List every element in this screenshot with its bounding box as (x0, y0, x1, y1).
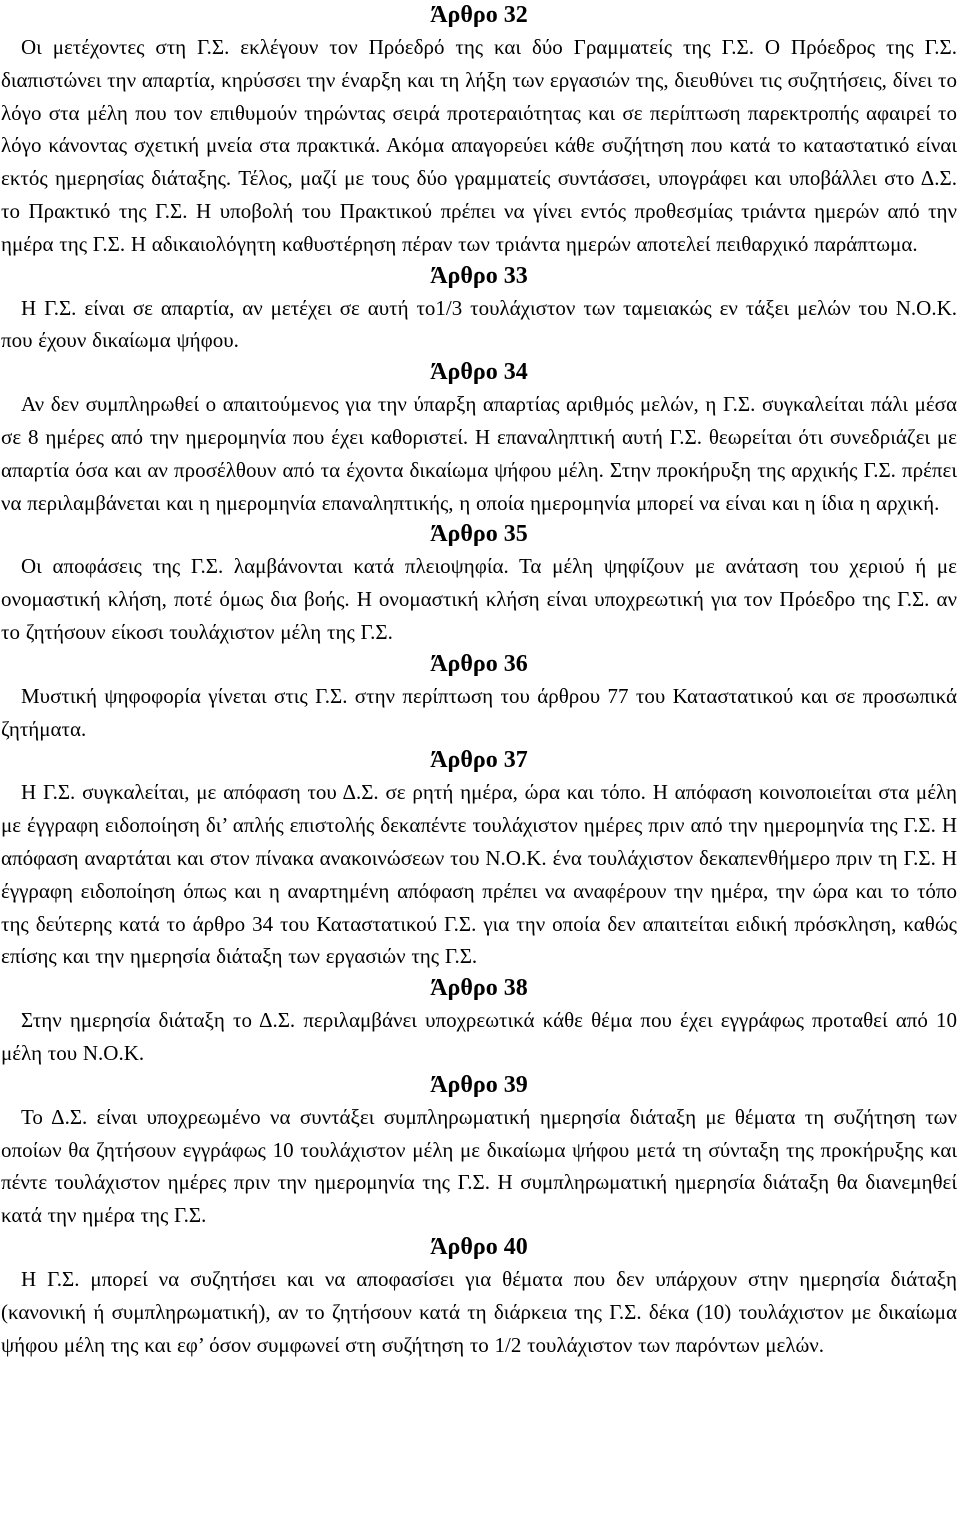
article-heading: Άρθρο 37 (430, 747, 528, 774)
article-paragraph: Η Γ.Σ. συγκαλείται, με απόφαση του Δ.Σ. σε ρητή ημέρα, ώρα και τόπο. Η απόφαση κοινοποιείται στα μέλη με έγγραφη ειδοποίηση δι’ απλής επιστολής δεκαπέντε τουλάχιστον ημέρες πριν από την ημερομηνία της Γ.Σ. Η απόφαση αναρτάται και στον πίνακα ανακοινώσεων του Ν.Ο.Κ. ένα τουλάχιστον δεκαπενθήμερο πριν τη Γ.Σ. Η έγγραφη ειδοποίηση όπως και η αναρτημένη απόφαση πρέπει να αναφέρουν την ημέρα, την ώρα και το τόπο της δεύτερης κατά το άρθρο 34 του Καταστατικού Γ.Σ. για την οποία δεν απαιτείται ειδική πρόσκληση, καθώς επίσης και την ημερησία διάταξη των εργασιών της Γ.Σ. (1, 780, 957, 969)
article-heading: Άρθρο 32 (430, 2, 528, 28)
article-heading: Άρθρο 39 (430, 1071, 528, 1098)
article-paragraph: Αν δεν συμπληρωθεί ο απαιτούμενος για την ύπαρξη απαρτίας αριθμός μελών, η Γ.Σ. συγκαλείται πάλι μέσα σε 8 ημέρες από την ημερομηνία που έχει καθοριστεί. Η επαναληπτική αυτή Γ.Σ. θεωρείται ότι συνεδριάζει με απαρτία όσα και αν προσέλθουν από τα έχοντα δικαίωμα ψήφου μέλη. Στην προκήρυξη της αρχικής Γ.Σ. πρέπει να περιλαμβάνεται και η ημερομηνία επαναληπτικής, η οποία ημερομηνία μπορεί να είναι και η ίδια η αρχική. (1, 392, 957, 515)
article-34 (1, 357, 957, 519)
article-38 (1, 973, 957, 1070)
article-39 (1, 1070, 957, 1232)
article-heading: Άρθρο 38 (430, 975, 528, 1002)
article-paragraph: Μυστική ψηφοφορία γίνεται στις Γ.Σ. στην περίπτωση του άρθρου 77 του Καταστατικού και σε προσωπικά ζητήματα. (1, 683, 957, 741)
article-35 (1, 519, 957, 648)
article-paragraph: Οι αποφάσεις της Γ.Σ. λαμβάνονται κατά πλειοψηφία. Τα μέλη ψηφίζουν με ανάταση του χεριού ή με ονομαστική κλήση, ποτέ όμως δια βοής. Η ονομαστική κλήση είναι υποχρεωτική για τον Πρόεδρο της Γ.Σ. αν το ζητήσουν είκοσι τουλάχιστον μέλη της Γ.Σ. (1, 554, 957, 644)
article-heading: Άρθρο 36 (430, 650, 528, 677)
article-heading: Άρθρο 35 (430, 521, 528, 548)
article-paragraph: Η Γ.Σ. μπορεί να συζητήσει και να αποφασίσει για θέματα που δεν υπάρχουν στην ημερησία διάταξη (κανονική ή συμπληρωματική), αν το ζητήσουν κατά τη διάρκεια της Γ.Σ. δέκα (10) τουλάχιστον με δικαίωμα ψήφου μέλη της και εφ’ όσον συμφωνεί στη συζήτηση το 1/2 τουλάχιστον των παρόντων μελών. (1, 1266, 957, 1357)
article-heading: Άρθρο 33 (430, 262, 528, 289)
article-37 (1, 745, 957, 973)
article-36 (1, 649, 957, 746)
article-paragraph: Στην ημερησία διάταξη το Δ.Σ. περιλαμβάνει υποχρεωτικά κάθε θέμα που έχει εγγράφως προταθεί από 10 μέλη του Ν.Ο.Κ. (1, 1008, 957, 1065)
article-paragraph: Οι μετέχοντες στη Γ.Σ. εκλέγουν τον Πρόεδρό της και δύο Γραμματείς της Γ.Σ. Ο Πρόεδρος της Γ.Σ. διαπιστώνει την απαρτία, κηρύσσει την έναρξη και τη λήξη των εργασιών της, διευθύνει τις συζητήσεις, δίνει το λόγο στα μέλη που τον επιθυμούν τηρώντας σειρά προτεραιότητας και σε περίπτωση παρεκτροπής αφαιρεί το λόγο κάνοντας σχετική μνεία στα πρακτικά. Ακόμα απαγορεύει κάθε συζήτηση που κατά το καταστατικό είναι εκτός ημερησίας διάταξης. Τέλος, μαζί με τους δύο γραμματείς συντάσσει, υπογράφει και υποβάλλει στο Δ.Σ. το Πρακτικό της Γ.Σ. Η υποβολή του Πρακτικού πρέπει να γίνει εντός προθεσμίας τριάντα ημερών από την ημέρα της Γ.Σ. Η αδικαιολόγητη καθυστέρηση πέραν των τριάντα ημερών αποτελεί πειθαρχικό παράπτωμα. (1, 35, 957, 256)
article-heading: Άρθρο 34 (430, 359, 528, 386)
article-33 (1, 261, 957, 358)
article-32 (1, 0, 957, 261)
article-40 (1, 1232, 957, 1361)
article-heading: Άρθρο 40 (430, 1233, 528, 1260)
article-paragraph: Το Δ.Σ. είναι υποχρεωμένο να συντάξει συμπληρωματική ημερησία διάταξη με θέματα τη συζήτηση των οποίων θα ζητήσουν εγγράφως 10 τουλάχιστον μέλη με δικαίωμα ψήφου μετά τη σύνταξη της προκήρυξης και πέντε τουλάχιστον ημέρες πριν την ημερομηνία της Γ.Σ. Η συμπληρωματική ημερησία διάταξη θα διανεμηθεί κατά την ημέρα της Γ.Σ. (1, 1104, 957, 1228)
article-paragraph: Η Γ.Σ. είναι σε απαρτία, αν μετέχει σε αυτή το1/3 τουλάχιστον των ταμειακώς εν τάξει μελών του Ν.Ο.Κ. που έχουν δικαίωμα ψήφου. (1, 295, 957, 353)
